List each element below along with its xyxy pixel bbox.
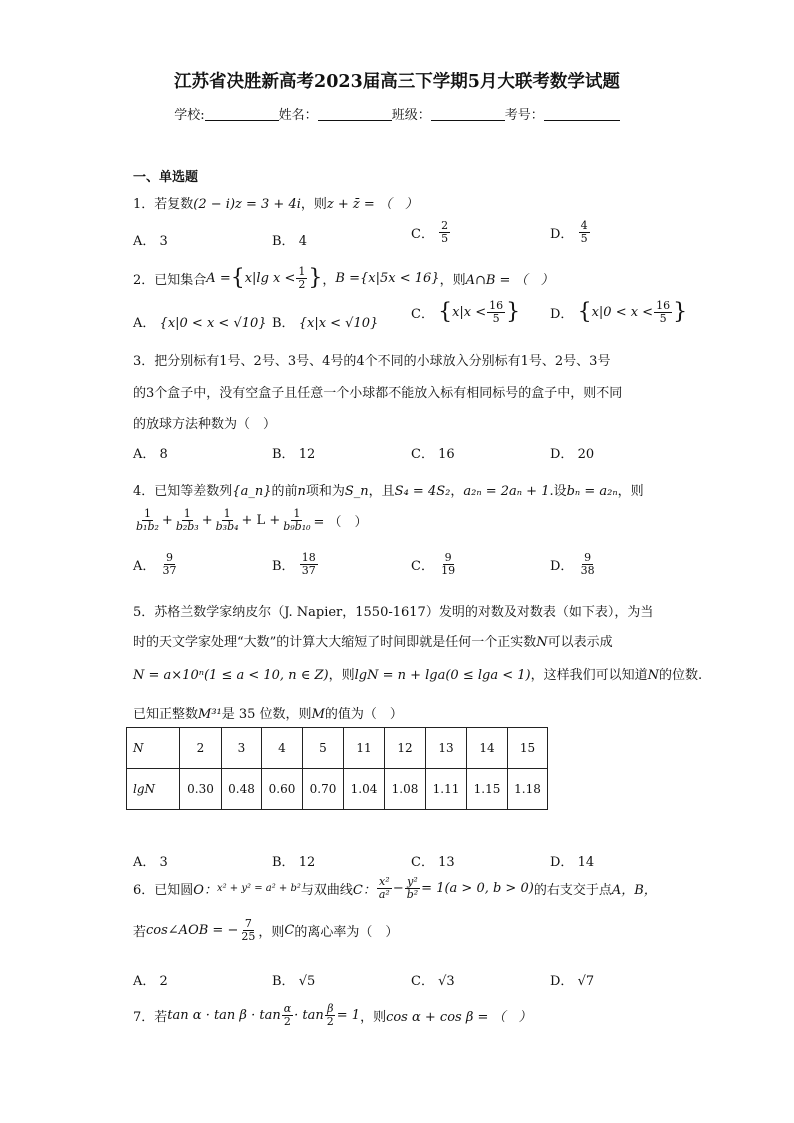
q1-option-d[interactable]: D． $\frac{4}{5}$ <box>550 219 588 245</box>
name-blank[interactable] <box>318 107 392 121</box>
q3-option-d[interactable]: D． 20 <box>550 447 595 462</box>
question-5-line2: 时的天文学家处理“大数”的计算大大缩短了时间即就是任何一个正实数N可以表示成 <box>133 635 613 650</box>
q5-option-c[interactable]: C． 13 <box>411 855 455 870</box>
table-row: lgN 0.30 0.48 0.60 0.70 1.04 1.08 1.11 1.15 1.18 <box>127 769 548 810</box>
q4-option-a[interactable]: A． $\frac{9}{37}$ <box>133 551 177 577</box>
q3-option-c[interactable]: C． 16 <box>411 447 455 462</box>
name-label: 姓名： <box>278 108 318 123</box>
q4-option-c[interactable]: C． $\frac{9}{19}$ <box>411 551 456 577</box>
q1-option-c[interactable]: C． $\frac{2}{5}$ <box>411 219 449 245</box>
page-title: 江苏省决胜新高考2023届高三下学期5月大联考数学试题 <box>174 72 620 92</box>
q6-option-b[interactable]: B． √5 <box>272 974 316 989</box>
question-3-line3: 的放球方法种数为（ ） <box>133 417 277 432</box>
question-7: 7．若tan α · tan β · tan $\frac{\alpha}{2}$ · tan $\frac{\beta}{2}$ = 1，则cos α + cos β = （ ） <box>133 1002 532 1028</box>
q2-option-b[interactable]: B． {x|x < √10} <box>272 316 379 331</box>
q4-option-b[interactable]: B． $\frac{18}{37}$ <box>272 551 316 577</box>
q1-option-a[interactable]: A． 3 <box>133 234 168 249</box>
exam-no-label: 考号： <box>504 108 544 123</box>
section-heading: 一、单选题 <box>133 170 199 185</box>
q6-option-d[interactable]: D． √7 <box>550 974 595 989</box>
q3-option-b[interactable]: B． 12 <box>272 447 316 462</box>
q5-option-d[interactable]: D． 14 <box>550 855 595 870</box>
q2-option-c[interactable]: C． {x|x < $\frac{16}{5}$ } <box>411 299 521 325</box>
q1-text: 若复数 <box>154 197 194 212</box>
question-6: 6．已知圆O：x² + y² = a² + b²与双曲线C： $\frac{\text{x²}}{\text{a²}}$ − $\frac{\text{y²}}{\text{b²}}$ = 1(a > 0, b > 0)的右支交于点A，B， <box>133 875 657 901</box>
class-blank[interactable] <box>431 107 505 121</box>
q1-option-b[interactable]: B． 4 <box>272 234 307 249</box>
q6-option-c[interactable]: C． √3 <box>411 974 455 989</box>
question-1 <box>133 193 418 212</box>
student-info-line <box>0 104 794 123</box>
q2-option-d[interactable]: D． {x|0 < x < $\frac{16}{5}$ } <box>550 299 688 325</box>
class-label: 班级： <box>391 108 431 123</box>
q1-expr: (2 − i)z = 3 + 4i <box>193 197 301 212</box>
question-5: 5．苏格兰数学家纳皮尔（J. Napier，1550-1617）发明的对数及对数表（如下表），为当 <box>133 605 654 620</box>
question-5-line4: 已知正整数M³¹是 35 位数，则M的值为（ ） <box>133 707 403 722</box>
q1-ask: z + z̄ = （ ） <box>326 197 418 212</box>
table-row: N 2 3 4 5 11 12 13 14 15 <box>127 728 548 769</box>
q5-option-a[interactable]: A． 3 <box>133 855 168 870</box>
question-4: 4．已知等差数列{a_n}的前n项和为S_n，且S₄ = 4S₂，a₂ₙ = 2aₙ + 1.设bₙ = a₂ₙ，则 <box>133 484 644 499</box>
q1-number: 1． <box>133 197 155 212</box>
q4-sum-expression: $\frac{1}{\text{b₁b₂}}$ + $\frac{1}{\text{b₂b₃}}$ + $\frac{1}{\text{b₃b₄}}$ + L + $\frac{1}{\text{b₉b₁₀}}$ = （ ） <box>136 507 368 533</box>
q1-mid: ，则 <box>300 197 327 212</box>
question-6-line2: 若cos∠AOB = − $\frac{7}{25}$ ，则C的离心率为（ ） <box>133 917 399 943</box>
q2-option-a[interactable]: A． {x|0 < x < √10} <box>133 316 267 331</box>
school-blank[interactable] <box>205 107 279 121</box>
q5-option-b[interactable]: B． 12 <box>272 855 316 870</box>
log-table <box>126 727 548 810</box>
question-2: 2．已知集合A ={x|lg x < $\frac{1}{2}$ }，B ={x|5x < 16}，则A∩B = （ ） <box>133 265 554 291</box>
q6-option-a[interactable]: A． 2 <box>133 974 168 989</box>
exam-no-blank[interactable] <box>544 107 620 121</box>
question-3: 3．把分别标有1号、2号、3号、4号的4个不同的小球放入分别标有1号、2号、3号 <box>133 354 611 369</box>
q3-option-a[interactable]: A． 8 <box>133 447 168 462</box>
school-label: 学校: <box>174 108 205 123</box>
question-5-line3: N = a×10ⁿ(1 ≤ a < 10, n ∈ Z)，则lgN = n + lga(0 ≤ lga < 1)，这样我们可以知道N的位数. <box>133 668 703 683</box>
question-3-line2: 的3个盒子中，没有空盒子且任意一个小球都不能放入标有相同标号的盒子中，则不同 <box>133 386 623 401</box>
q4-option-d[interactable]: D． $\frac{9}{38}$ <box>550 551 595 577</box>
